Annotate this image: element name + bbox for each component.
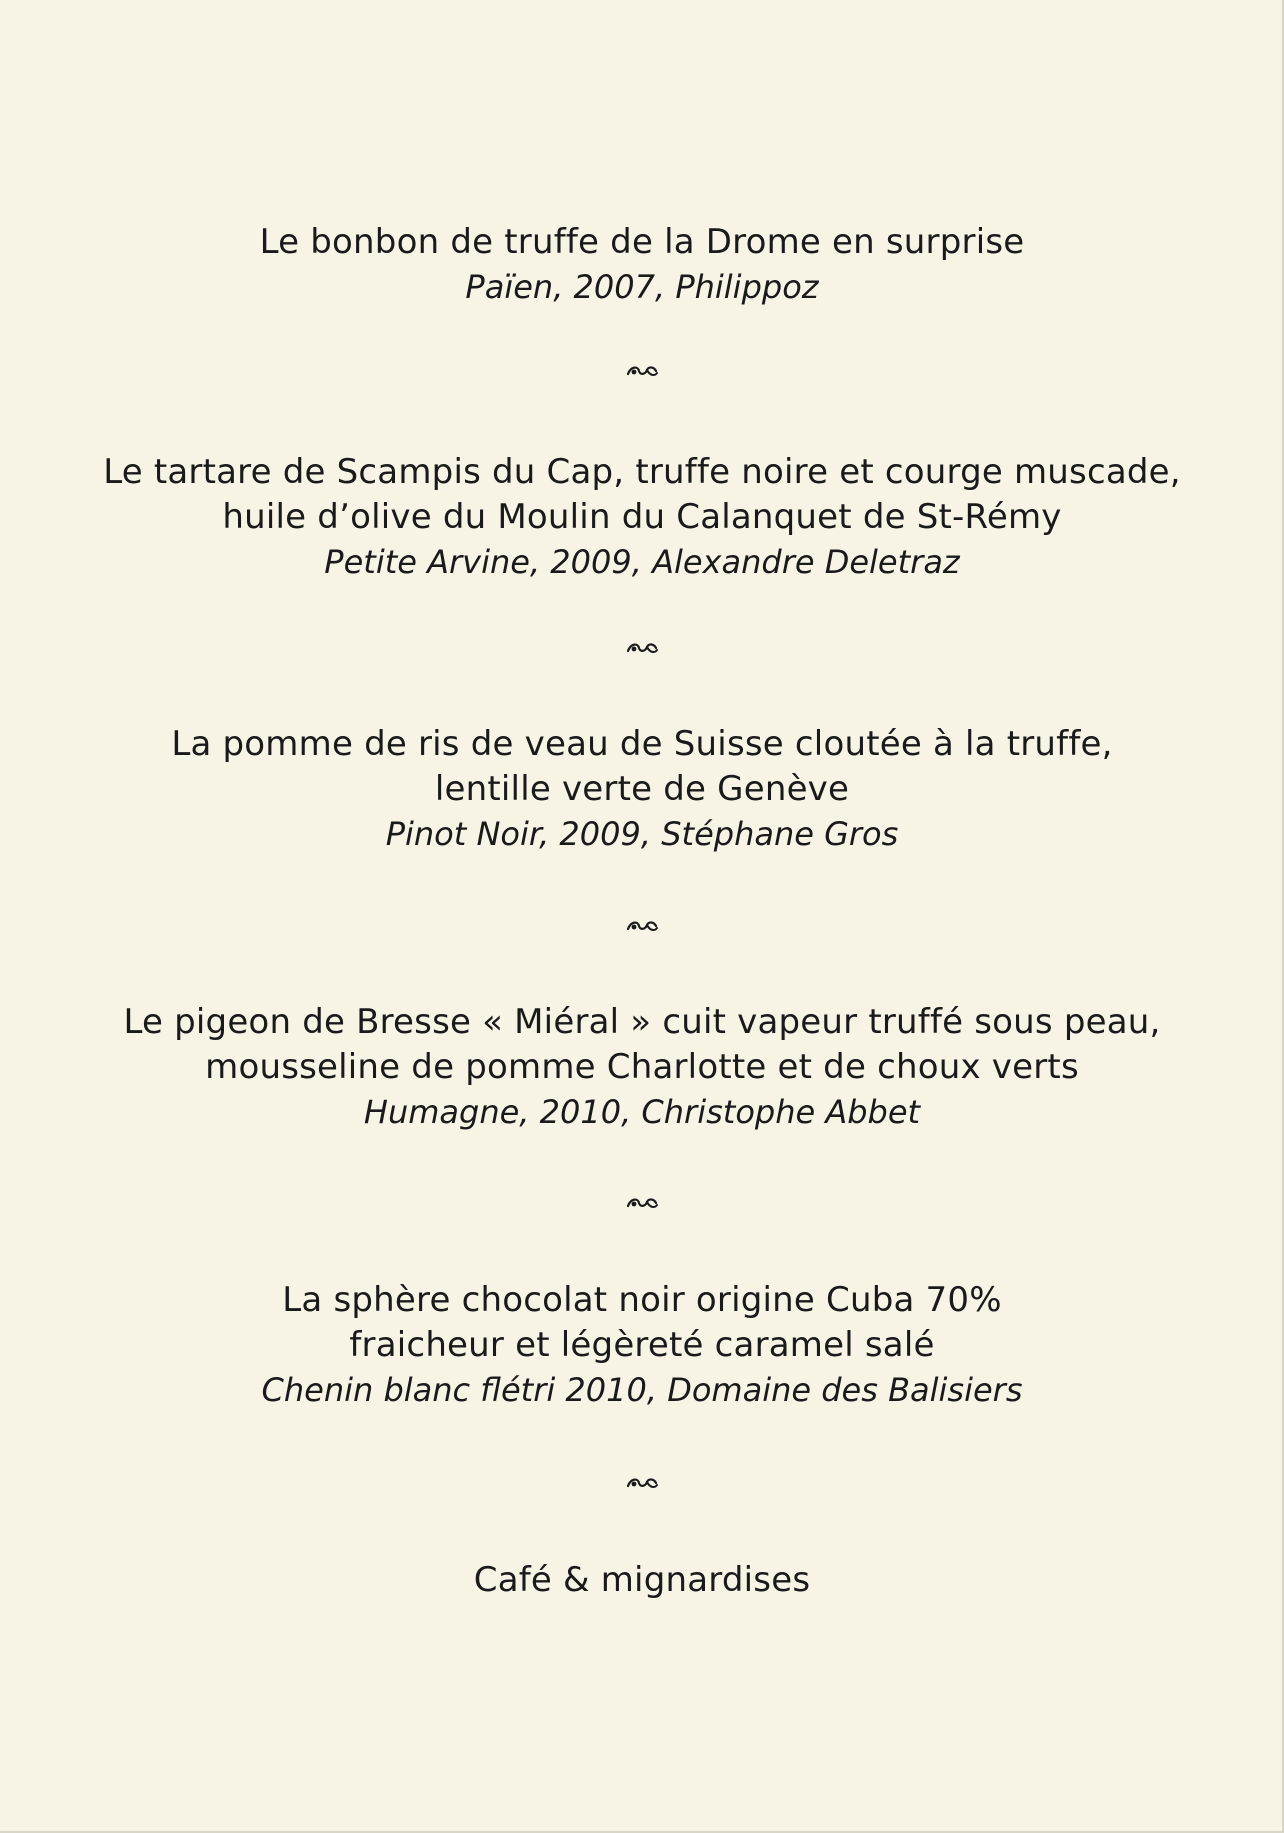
course-5-dish-line-1: La sphère chocolat noir origine Cuba 70%: [282, 1280, 1002, 1320]
fleuron-ornament-icon: [625, 915, 659, 937]
fleuron-ornament-icon: [625, 360, 659, 382]
course-6-dish: Café & mignardises: [473, 1560, 811, 1600]
course-5-wine: Chenin blanc flétri 2010, Domaine des Balisiers: [261, 1371, 1023, 1409]
course-2-dish-line-2: huile d’olive du Moulin du Calanquet de St-Rémy: [222, 497, 1062, 537]
course-4-dish-line-1: Le pigeon de Bresse « Miéral » cuit vapeur truffé sous peau,: [123, 1002, 1161, 1042]
divider-1: [0, 360, 1284, 388]
fleuron-ornament-icon: [625, 1192, 659, 1214]
divider-5: [0, 1472, 1284, 1500]
course-2: [0, 450, 1284, 585]
course-2-dish-line-1: Le tartare de Scampis du Cap, truffe noire et courge muscade,: [103, 452, 1181, 492]
course-5: [0, 1278, 1284, 1413]
course-3-dish-line-1: La pomme de ris de veau de Suisse cloutée à la truffe,: [171, 724, 1113, 764]
course-4: [0, 1000, 1284, 1135]
course-3-wine: Pinot Noir, 2009, Stéphane Gros: [385, 815, 899, 853]
course-3-dish-line-2: lentille verte de Genève: [434, 769, 850, 809]
course-1: [0, 220, 1284, 310]
course-6: [0, 1558, 1284, 1603]
divider-4: [0, 1192, 1284, 1220]
course-2-wine: Petite Arvine, 2009, Alexandre Deletraz: [324, 543, 960, 581]
course-1-dish: Le bonbon de truffe de la Drome en surprise: [259, 222, 1025, 262]
fleuron-ornament-icon: [625, 637, 659, 659]
course-5-dish-line-2: fraicheur et légèreté caramel salé: [349, 1325, 935, 1365]
divider-2: [0, 637, 1284, 665]
divider-3: [0, 915, 1284, 943]
fleuron-ornament-icon: [625, 1472, 659, 1494]
course-4-dish-line-2: mousseline de pomme Charlotte et de choux verts: [205, 1047, 1079, 1087]
course-4-wine: Humagne, 2010, Christophe Abbet: [363, 1093, 921, 1131]
course-1-wine: Païen, 2007, Philippoz: [465, 268, 819, 306]
course-3: [0, 722, 1284, 857]
